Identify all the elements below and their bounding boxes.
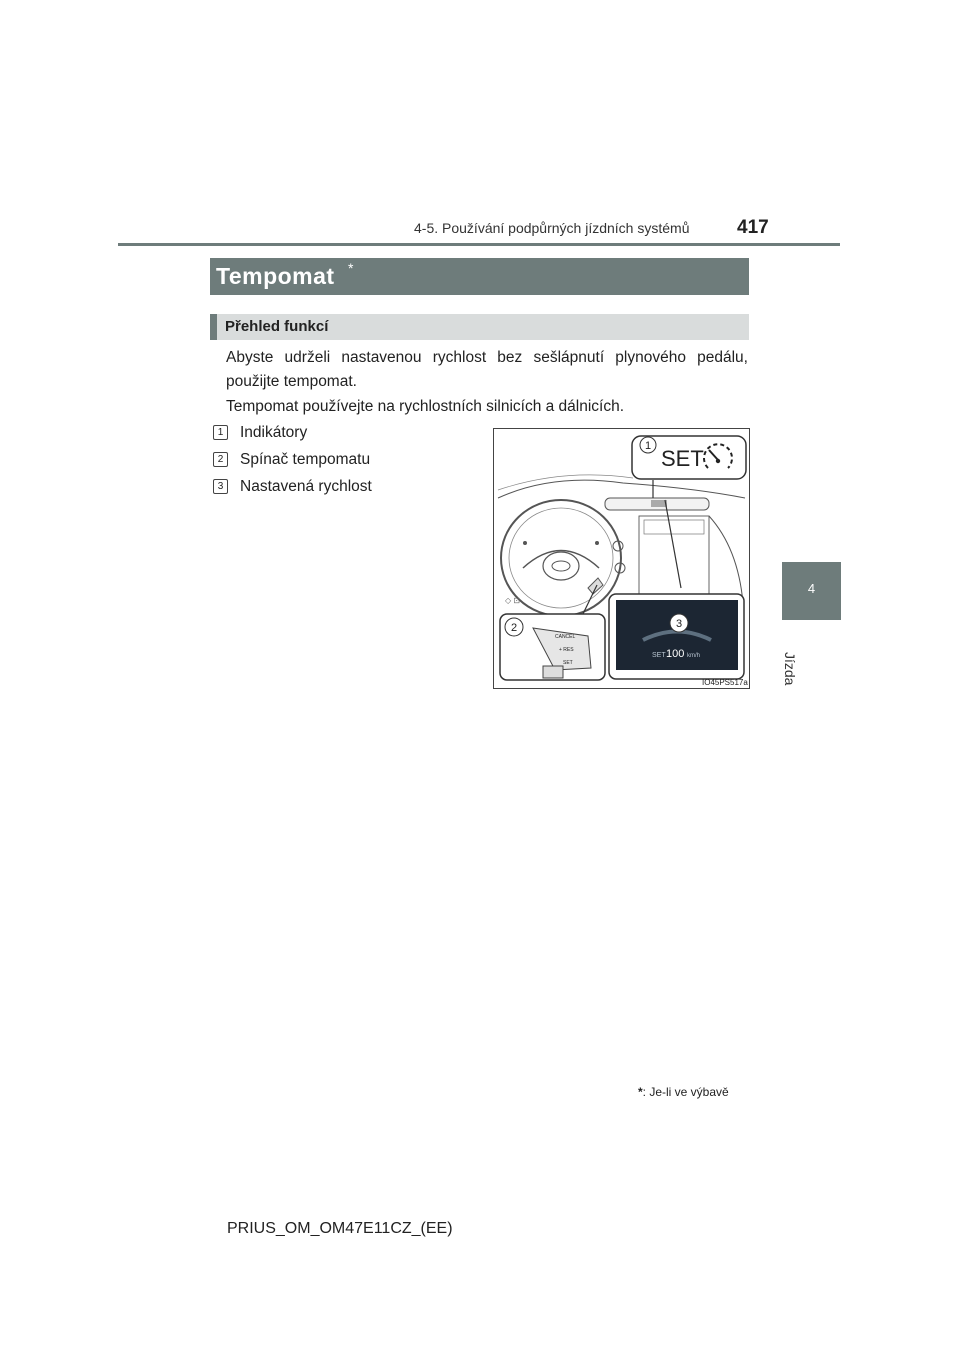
display-speed: 100 [666, 648, 685, 660]
callout-2-number: 2 [510, 622, 518, 634]
display-unit: km/h [687, 653, 701, 659]
item-number-badge: 1 [213, 425, 228, 440]
chapter-tab-number: 4 [807, 581, 816, 596]
subheading: Přehled funkcí [225, 318, 329, 335]
lever-res-label: + RES [559, 647, 574, 653]
cruise-control-figure [493, 428, 750, 689]
chapter-tab-label: Jízda [782, 652, 798, 686]
lever-cancel-label: CANCEL [555, 634, 576, 640]
subheading-bar [210, 314, 749, 340]
section-header: 4-5. Používání podpůrných jízdních systémů [414, 220, 690, 236]
lever-set-label: SET [563, 660, 573, 666]
footnote [638, 1085, 729, 1099]
footnote-text: : Je-li ve výbavě [642, 1085, 729, 1099]
subheading-accent [210, 314, 217, 340]
figure-code: IO45PS517a [702, 678, 748, 687]
svg-text:◇ ⊡: ◇ ⊡ [505, 596, 521, 605]
paragraph-1: Abyste udrželi nastavenou rychlost bez sešlápnutí plynového pedálu, použijte tempomat. [226, 349, 748, 390]
callout-3-number: 3 [675, 618, 683, 630]
title-bar [210, 258, 749, 295]
item-number-badge: 2 [213, 452, 228, 467]
item-label: Spínač tempomatu [240, 451, 371, 468]
document-footer: PRIUS_OM_OM47E11CZ_(EE) [227, 1220, 453, 1237]
callout-1-number: 1 [644, 440, 652, 452]
item-number-badge: 3 [213, 479, 228, 494]
chapter-tab [782, 562, 841, 620]
footnote-star: * [638, 1085, 643, 1099]
list-item [213, 451, 370, 469]
item-label: Nastavená rychlost [240, 478, 372, 495]
item-label: Indikátory [240, 424, 308, 441]
header-rule [118, 243, 840, 246]
display-set-text: SET [652, 652, 666, 659]
set-indicator-text: SET [661, 446, 704, 471]
page-number: 417 [737, 217, 769, 238]
page-title: Tempomat [216, 263, 335, 289]
title-footnote-star: * [348, 260, 354, 276]
list-item [213, 478, 372, 496]
list-item [213, 424, 307, 442]
paragraph-2: Tempomat používejte na rychlostních silnicích a dálnicích. [226, 398, 625, 415]
